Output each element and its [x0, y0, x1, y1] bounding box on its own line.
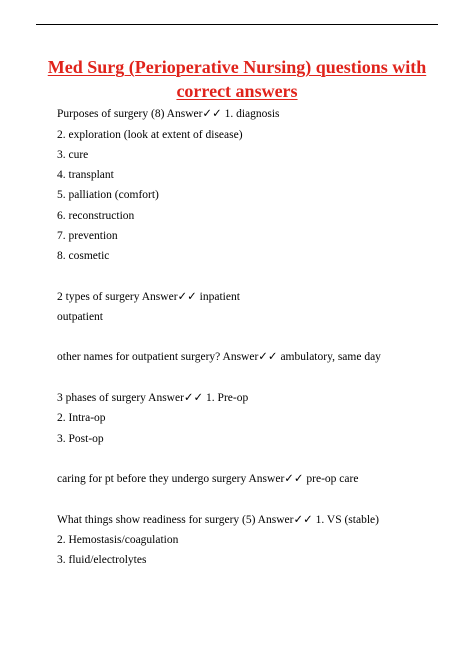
- content-line: 2 types of surgery Answer✓✓ inpatient: [57, 291, 240, 303]
- content-line: 4. transplant: [57, 169, 114, 181]
- header-rule: [36, 24, 438, 25]
- content-line: caring for pt before they undergo surgery Answer✓✓ pre-op care: [57, 473, 359, 485]
- content-line: What things show readiness for surgery (5) Answer✓✓ 1. VS (stable): [57, 514, 379, 526]
- content-line: 3. fluid/electrolytes: [57, 554, 147, 566]
- content-line: Purposes of surgery (8) Answer✓✓ 1. diagnosis: [57, 108, 280, 120]
- title-line-2: correct answers: [176, 81, 298, 101]
- content-line: 7. prevention: [57, 230, 118, 242]
- content-line: 3 phases of surgery Answer✓✓ 1. Pre-op: [57, 392, 249, 404]
- content-line: 3. Post-op: [57, 433, 104, 445]
- content-line: 2. Intra-op: [57, 412, 106, 424]
- content-line: 2. Hemostasis/coagulation: [57, 534, 179, 546]
- content-line: 8. cosmetic: [57, 250, 110, 262]
- content-line: 2. exploration (look at extent of disease): [57, 129, 243, 141]
- content-line: 3. cure: [57, 149, 89, 161]
- content-line: outpatient: [57, 311, 103, 323]
- content-line: other names for outpatient surgery? Answer✓✓ ambulatory, same day: [57, 351, 381, 363]
- content-line: 6. reconstruction: [57, 210, 135, 222]
- title-line-1: Med Surg (Perioperative Nursing) questions with: [47, 57, 427, 77]
- content-line: 5. palliation (comfort): [57, 189, 159, 201]
- document-title: [40, 55, 434, 103]
